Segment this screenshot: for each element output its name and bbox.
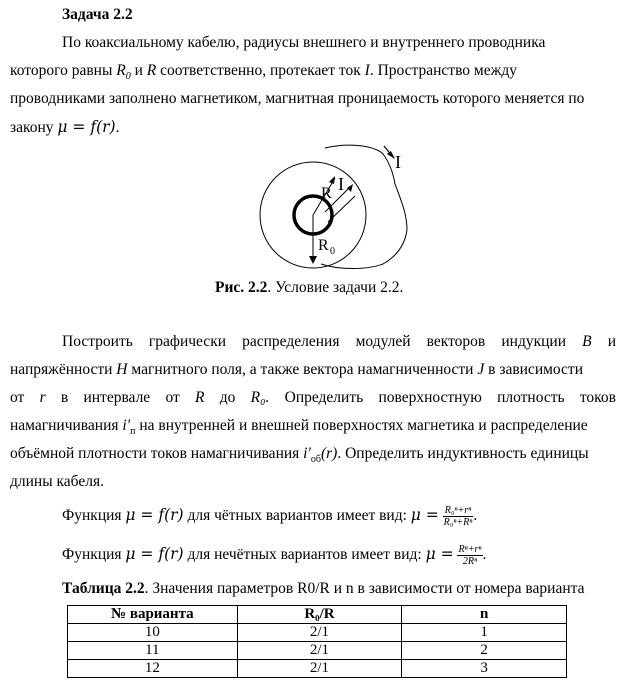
arrow-head-icon bbox=[329, 176, 335, 184]
arrow-head-icon bbox=[309, 256, 317, 264]
task-line-2: напряжённости H магнитного поля, а также вектора намагниченности J в зависимости bbox=[10, 361, 584, 378]
table-row bbox=[68, 624, 567, 642]
label-r0: R bbox=[318, 237, 329, 254]
table-caption: Таблица 2.2. Значения параметров R0/R и n в зависимости от номера варианта bbox=[62, 580, 585, 597]
table-header-row bbox=[68, 606, 567, 624]
label-r: R bbox=[321, 185, 332, 202]
figure-caption: Рис. 2.2. Условие задачи 2.2. bbox=[215, 279, 404, 296]
parameters-table bbox=[67, 605, 567, 678]
cell: 2 bbox=[402, 642, 567, 660]
intro-line-4: закону μ = f(r). bbox=[10, 118, 120, 136]
cell: 2/1 bbox=[237, 660, 402, 678]
header-n: n bbox=[402, 606, 567, 624]
problem-title: Задача 2.2 bbox=[62, 6, 133, 23]
header-ratio: R₀/R bbox=[237, 606, 402, 624]
arrow-head-icon bbox=[347, 184, 353, 192]
table-row bbox=[68, 660, 567, 678]
coaxial-cable-figure bbox=[255, 140, 420, 270]
header-variant: № варианта bbox=[68, 606, 238, 624]
odd-fraction: $\frac{\text{Rⁿ+rⁿ}}{\text{2Rⁿ}}$ bbox=[458, 544, 482, 567]
even-fraction: $\frac{\text{R₀ⁿ+rⁿ}}{\text{R₀ⁿ+Rⁿ}}$ bbox=[443, 505, 473, 528]
label-i-outer: I bbox=[395, 152, 401, 172]
function-even: Функция μ = f(r) для чётных вариантов имеет вид: μ = $\frac{\text{R₀ⁿ+rⁿ}}{\text{R₀ⁿ+Rⁿ}}$ . bbox=[62, 505, 478, 528]
task-line-6: длины кабеля. bbox=[10, 473, 104, 490]
label-i-inner: I bbox=[338, 174, 344, 194]
cell: 1 bbox=[402, 624, 567, 642]
label-r0-sub: 0 bbox=[330, 246, 335, 257]
intro-line-2: которого равны $R_0$ и R соответственно, протекает ток I. Пространство между bbox=[10, 62, 517, 83]
cell: 10 bbox=[68, 624, 238, 642]
cell: 12 bbox=[68, 660, 238, 678]
cell: 2/1 bbox=[237, 642, 402, 660]
function-odd: Функция μ = f(r) для нечётных вариантов имеет вид: μ = $\frac{\text{Rⁿ+rⁿ}}{\text{2Rⁿ}}$ . bbox=[62, 544, 487, 567]
intro-line-3: проводниками заполнено магнетиком, магнитная проницаемость которого меняется по bbox=[10, 90, 585, 107]
task-line-1: Построить графически распределения модулей векторов индукции B и bbox=[62, 333, 616, 350]
intro-line-1: По коаксиальному кабелю, радиусы внешнего и внутреннего проводника bbox=[62, 34, 546, 51]
cell: 3 bbox=[402, 660, 567, 678]
task-line-5: объёмной плотности токов намагничивания $i'_{об}(r)$. Определить индуктивность единицы bbox=[10, 445, 589, 466]
arrow-head-icon bbox=[387, 151, 395, 159]
table-row bbox=[68, 642, 567, 660]
task-line-4: намагничивания $i'_п$ на внутренней и внешней поверхностях магнетика и распределение bbox=[10, 417, 588, 438]
cell: 2/1 bbox=[237, 624, 402, 642]
task-line-3: от r в интервале от R до R₀. Определить поверхностную плотность токов bbox=[10, 389, 616, 406]
cell: 11 bbox=[68, 642, 238, 660]
